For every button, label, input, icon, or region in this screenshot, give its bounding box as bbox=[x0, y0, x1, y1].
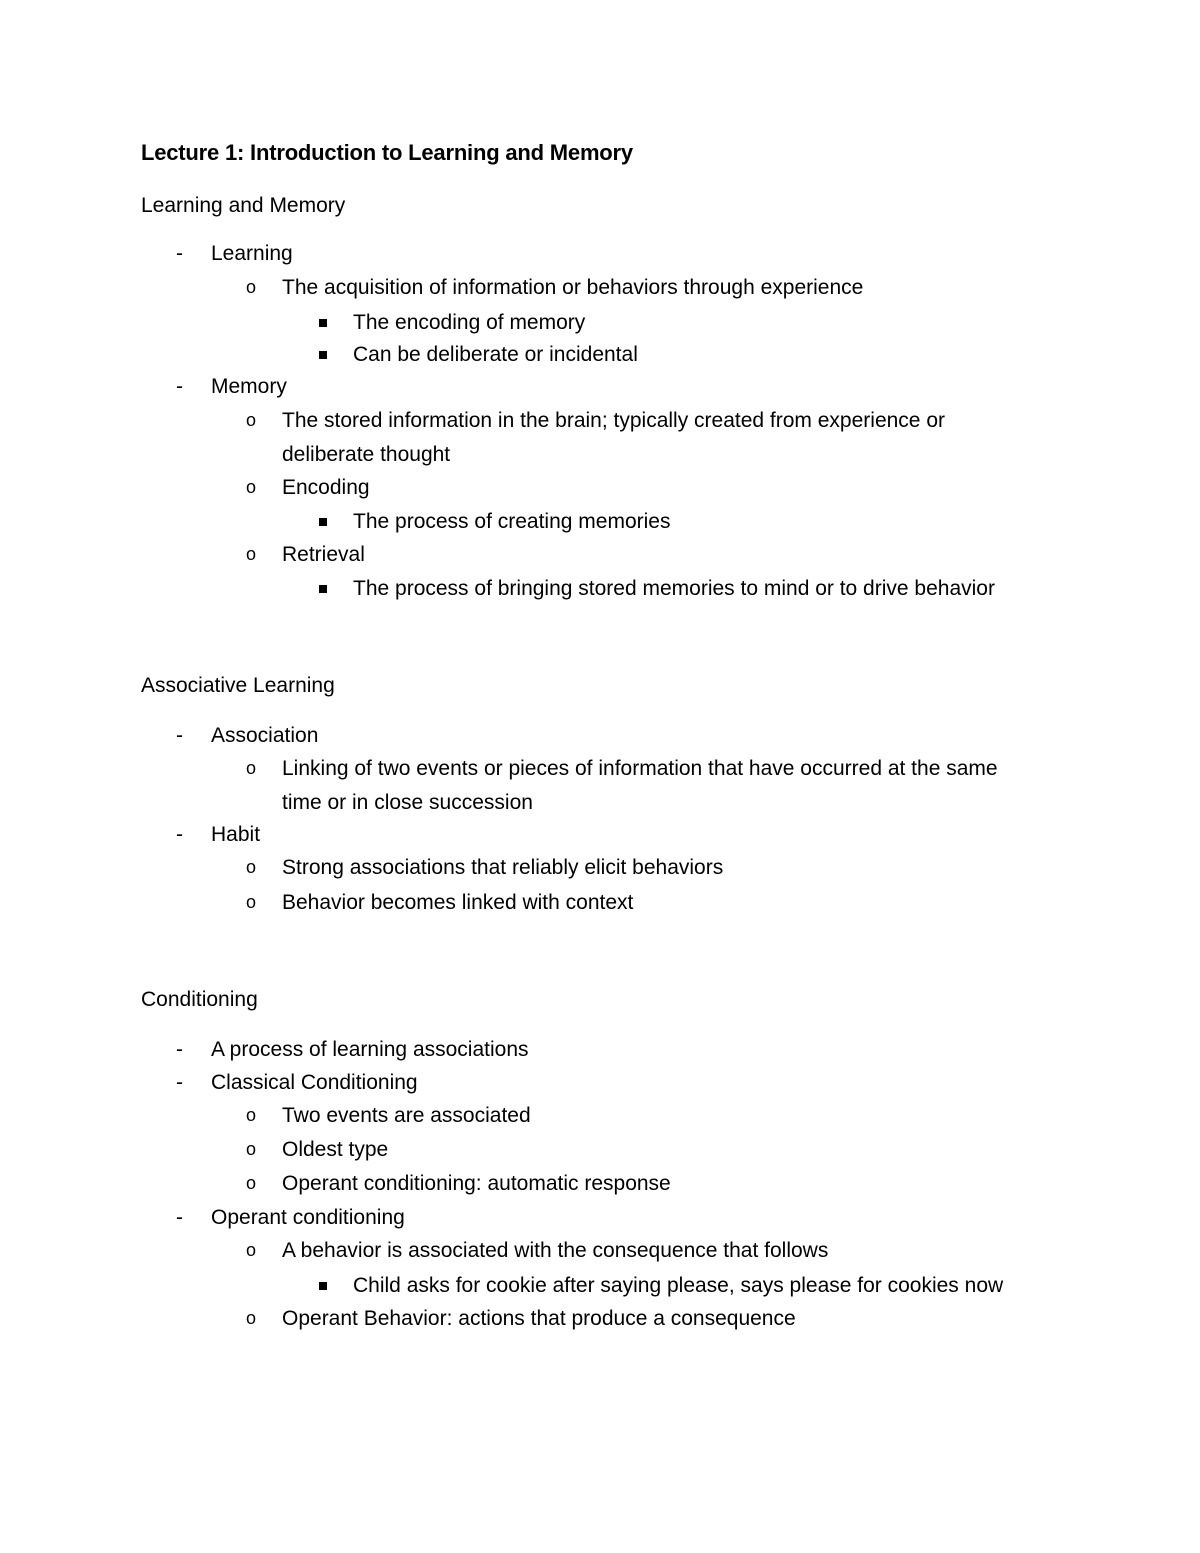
circle-bullet-icon: o bbox=[246, 277, 257, 297]
list-item-level-2: The acquisition of information or behaviors through experience bbox=[282, 276, 864, 299]
dash-bullet-icon: - bbox=[176, 724, 183, 747]
list-item-level-3: Can be deliberate or incidental bbox=[353, 343, 638, 366]
square-bullet-icon bbox=[319, 518, 327, 526]
section-heading: Associative Learning bbox=[141, 674, 335, 697]
square-bullet-icon bbox=[319, 319, 327, 327]
list-item-level-2: time or in close succession bbox=[282, 791, 533, 814]
list-item-level-1: A process of learning associations bbox=[211, 1038, 529, 1061]
circle-bullet-icon: o bbox=[246, 544, 257, 564]
list-item-level-1: Operant conditioning bbox=[211, 1206, 405, 1229]
dash-bullet-icon: - bbox=[176, 375, 183, 398]
list-item-level-2: Encoding bbox=[282, 476, 370, 499]
square-bullet-icon bbox=[319, 351, 327, 359]
section-heading: Learning and Memory bbox=[141, 194, 346, 217]
list-item-level-1: Classical Conditioning bbox=[211, 1071, 418, 1094]
list-item-level-2: Retrieval bbox=[282, 543, 365, 566]
square-bullet-icon bbox=[319, 1282, 327, 1290]
list-item-level-2: Operant Behavior: actions that produce a consequence bbox=[282, 1307, 796, 1330]
dash-bullet-icon: - bbox=[176, 823, 183, 846]
dash-bullet-icon: - bbox=[176, 1071, 183, 1094]
list-item-level-2: Strong associations that reliably elicit behaviors bbox=[282, 856, 724, 879]
dash-bullet-icon: - bbox=[176, 1038, 183, 1061]
list-item-level-3: Child asks for cookie after saying please, says please for cookies now bbox=[353, 1274, 1004, 1297]
circle-bullet-icon: o bbox=[246, 1105, 257, 1125]
list-item-level-2: The stored information in the brain; typically created from experience or bbox=[282, 409, 945, 432]
circle-bullet-icon: o bbox=[246, 1173, 257, 1193]
list-item-level-1: Memory bbox=[211, 375, 287, 398]
list-item-level-1: Association bbox=[211, 724, 319, 747]
circle-bullet-icon: o bbox=[246, 1240, 257, 1260]
circle-bullet-icon: o bbox=[246, 1139, 257, 1159]
circle-bullet-icon: o bbox=[246, 477, 257, 497]
list-item-level-2: deliberate thought bbox=[282, 443, 451, 466]
list-item-level-3: The encoding of memory bbox=[353, 311, 586, 334]
list-item-level-2: Behavior becomes linked with context bbox=[282, 891, 634, 914]
list-item-level-1: Habit bbox=[211, 823, 261, 846]
list-item-level-2: A behavior is associated with the consequence that follows bbox=[282, 1239, 829, 1262]
list-item-level-2: Linking of two events or pieces of information that have occurred at the same bbox=[282, 757, 998, 780]
list-item-level-1: Learning bbox=[211, 242, 293, 265]
square-bullet-icon bbox=[319, 585, 327, 593]
list-item-level-2: Two events are associated bbox=[282, 1104, 531, 1127]
list-item-level-2: Operant conditioning: automatic response bbox=[282, 1172, 671, 1195]
circle-bullet-icon: o bbox=[246, 1308, 257, 1328]
list-item-level-3: The process of creating memories bbox=[353, 510, 671, 533]
dash-bullet-icon: - bbox=[176, 242, 183, 265]
circle-bullet-icon: o bbox=[246, 857, 257, 877]
list-item-level-2: Oldest type bbox=[282, 1138, 389, 1161]
dash-bullet-icon: - bbox=[176, 1206, 183, 1229]
circle-bullet-icon: o bbox=[246, 758, 257, 778]
circle-bullet-icon: o bbox=[246, 410, 257, 430]
circle-bullet-icon: o bbox=[246, 892, 257, 912]
document-title: Lecture 1: Introduction to Learning and Memory bbox=[141, 140, 633, 165]
section-heading: Conditioning bbox=[141, 988, 258, 1011]
list-item-level-3: The process of bringing stored memories to mind or to drive behavior bbox=[353, 577, 995, 600]
